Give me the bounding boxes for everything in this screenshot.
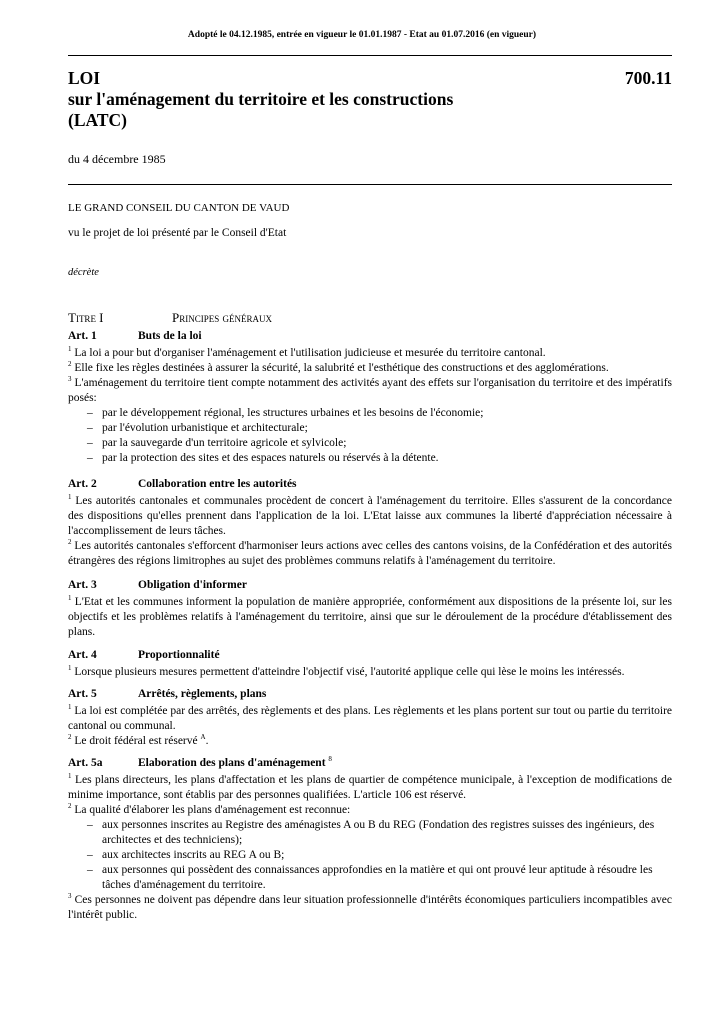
- article-title: Arrêtés, règlements, plans: [138, 688, 267, 700]
- paragraph-mark: 1: [68, 664, 72, 672]
- titre-name: Principes généraux: [172, 310, 272, 325]
- list-item: – aux architectes inscrits au REG A ou B;: [87, 849, 285, 861]
- law-number: 700.11: [624, 68, 672, 88]
- article-5-heading: [68, 687, 672, 702]
- title-line-2: sur l'aménagement du territoire et les constructions: [68, 89, 454, 109]
- article-1-list: [68, 406, 672, 466]
- paragraph: $^1$ Lorsque plusieurs mesures permettent d'atteindre l'objectif visé, l'autorité applique celle qui lèse le moins les intéressés.: [68, 664, 625, 678]
- issuer: LE GRAND CONSEIL DU CANTON DE VAUD: [68, 202, 290, 214]
- paragraph-mark: 1: [68, 772, 72, 780]
- law-title-block: [68, 68, 672, 131]
- article-3-heading: [68, 578, 672, 593]
- paragraph-mark: 2: [68, 538, 72, 546]
- article-1-body: [68, 346, 672, 466]
- paragraph-mark: 2: [68, 802, 72, 810]
- list-item: – par l'évolution urbanistique et architecturale;: [87, 422, 308, 434]
- article-4-body: [68, 665, 672, 680]
- article-number: Art. 2: [68, 478, 97, 490]
- article-5-body: [68, 704, 672, 749]
- paragraph: $^2$ Les autorités cantonales s'efforcent d'harmoniser leurs actions avec celles des cantons voisins, de la Confédération et des autorités étrangères des régions limitrophes au sujet des problèmes communs relatifs à l'aménagement du territoire.: [68, 538, 673, 567]
- list-item: – par le développement régional, les structures urbaines et les besoins de l'économie;: [87, 407, 484, 419]
- paragraph-mark: 3: [68, 375, 72, 383]
- law-date: du 4 décembre 1985: [68, 152, 166, 166]
- paragraph-mark: 1: [68, 345, 72, 353]
- paragraph-mark: 2: [68, 360, 72, 368]
- list-item: – aux personnes inscrites au Registre des aménagistes A ou B du REG (Fondation des registres suisses des ingénieurs, des architectes et des techniciens);: [87, 819, 655, 846]
- paragraph: $^1$ L'Etat et les communes informent la population de manière appropriée, conformément aux dispositions de la présente loi, sur les objectifs et les problèmes relatifs à l'aménagement du territoire, ainsi que sur le déroulement de la procédure d'établissement des plans.: [68, 594, 672, 638]
- list-item: – par la protection des sites et des espaces naturels ou réservés à la détente.: [87, 452, 439, 464]
- article-5a-body: [68, 773, 672, 923]
- title-rule: [68, 184, 672, 185]
- paragraph-mark: 1: [68, 594, 72, 602]
- paragraph: $^2$ Elle fixe les règles destinées à assurer la sécurité, la salubrité et l'esthétique des constructions et des agglomérations.: [68, 360, 609, 374]
- article-title: Obligation d'informer: [138, 579, 247, 591]
- paragraph-mark: 1: [68, 493, 72, 501]
- considering: vu le projet de loi présenté par le Conseil d'Etat: [68, 227, 287, 239]
- list-item: – par la sauvegarde d'un territoire agricole et sylvicole;: [87, 437, 347, 449]
- article-2-body: [68, 494, 672, 569]
- footnote-mark: A: [200, 733, 206, 741]
- title-line-3: (LATC): [68, 110, 127, 130]
- paragraph: $^1$ Les autorités cantonales et communales procèdent de concert à l'aménagement du territoire. Elles s'assurent de la concordance des dispositions qu'elles prennent dans l'application de la loi. L'Etat laisse aux communes la liberté d'appréciation nécessaire à l'accomplissement de leurs tâches.: [68, 493, 673, 537]
- paragraph-mark: 1: [68, 703, 72, 711]
- article-title: Collaboration entre les autorités: [138, 478, 297, 490]
- titre-label: Titre I: [68, 310, 104, 325]
- article-2-heading: [68, 477, 672, 492]
- status-line: Adopté le 04.12.1985, entrée en vigueur le 01.01.1987 - Etat au 01.07.2016 (en vigueur): [187, 30, 537, 40]
- article-title: Elaboration des plans d'aménagement: [138, 757, 326, 769]
- footnote-mark: 8: [328, 755, 332, 763]
- list-item: – aux personnes qui possèdent des connaissances approfondies en la matière et qui ont prouvé leur aptitude à résoudre les tâches d'aménagement du territoire.: [87, 864, 653, 891]
- article-number: Art. 1: [68, 330, 97, 342]
- article-number: Art. 3: [68, 579, 97, 591]
- article-4-heading: [68, 648, 672, 663]
- article-title: Proportionnalité: [138, 649, 220, 661]
- paragraph: $^3$ Ces personnes ne doivent pas dépendre dans leur situation professionnelle d'intérêts économiques particuliers incompatibles avec l'intérêt public.: [68, 892, 673, 921]
- paragraph: $^3$ L'aménagement du territoire tient compte notamment des activités ayant des effets sur l'organisation du territoire et des impératifs posés:: [68, 375, 673, 404]
- article-number: Art. 4: [68, 649, 97, 661]
- paragraph: $^1$ La loi a pour but d'organiser l'aménagement et l'utilisation judicieuse et mesurée du territoire cantonal.: [68, 345, 546, 359]
- article-number: Art. 5: [68, 688, 97, 700]
- article-1-heading: [68, 329, 672, 344]
- header-rule: [68, 55, 672, 56]
- article-3-body: [68, 595, 672, 640]
- title-line-1: LOI: [68, 68, 101, 88]
- article-title: Buts de la loi: [138, 330, 202, 342]
- paragraph: $^1$ La loi est complétée par des arrêtés, des règlements et des plans. Les règlements et les plans portent sur tout ou partie du territoire cantonal ou communal.: [68, 703, 673, 732]
- decrees: décrète: [68, 267, 99, 278]
- paragraph: $^2$ Le droit fédéral est réservé $^A$.: [68, 733, 209, 747]
- paragraph-mark: 3: [68, 892, 72, 900]
- paragraph: $^1$ Les plans directeurs, les plans d'affectation et les plans de quartier de compétence municipale, à l'exception de modifications de minime importance, sont établis par des personnes qualifiées. L'article 106 est réservé.: [68, 772, 672, 801]
- paragraph: $^2$ La qualité d'élaborer les plans d'aménagement est reconnue:: [68, 802, 351, 816]
- paragraph-mark: 2: [68, 733, 72, 741]
- article-5a-heading: [68, 756, 672, 771]
- article-number: Art. 5a: [68, 757, 103, 769]
- titre-heading: [68, 310, 272, 326]
- article-5a-list: [68, 818, 672, 893]
